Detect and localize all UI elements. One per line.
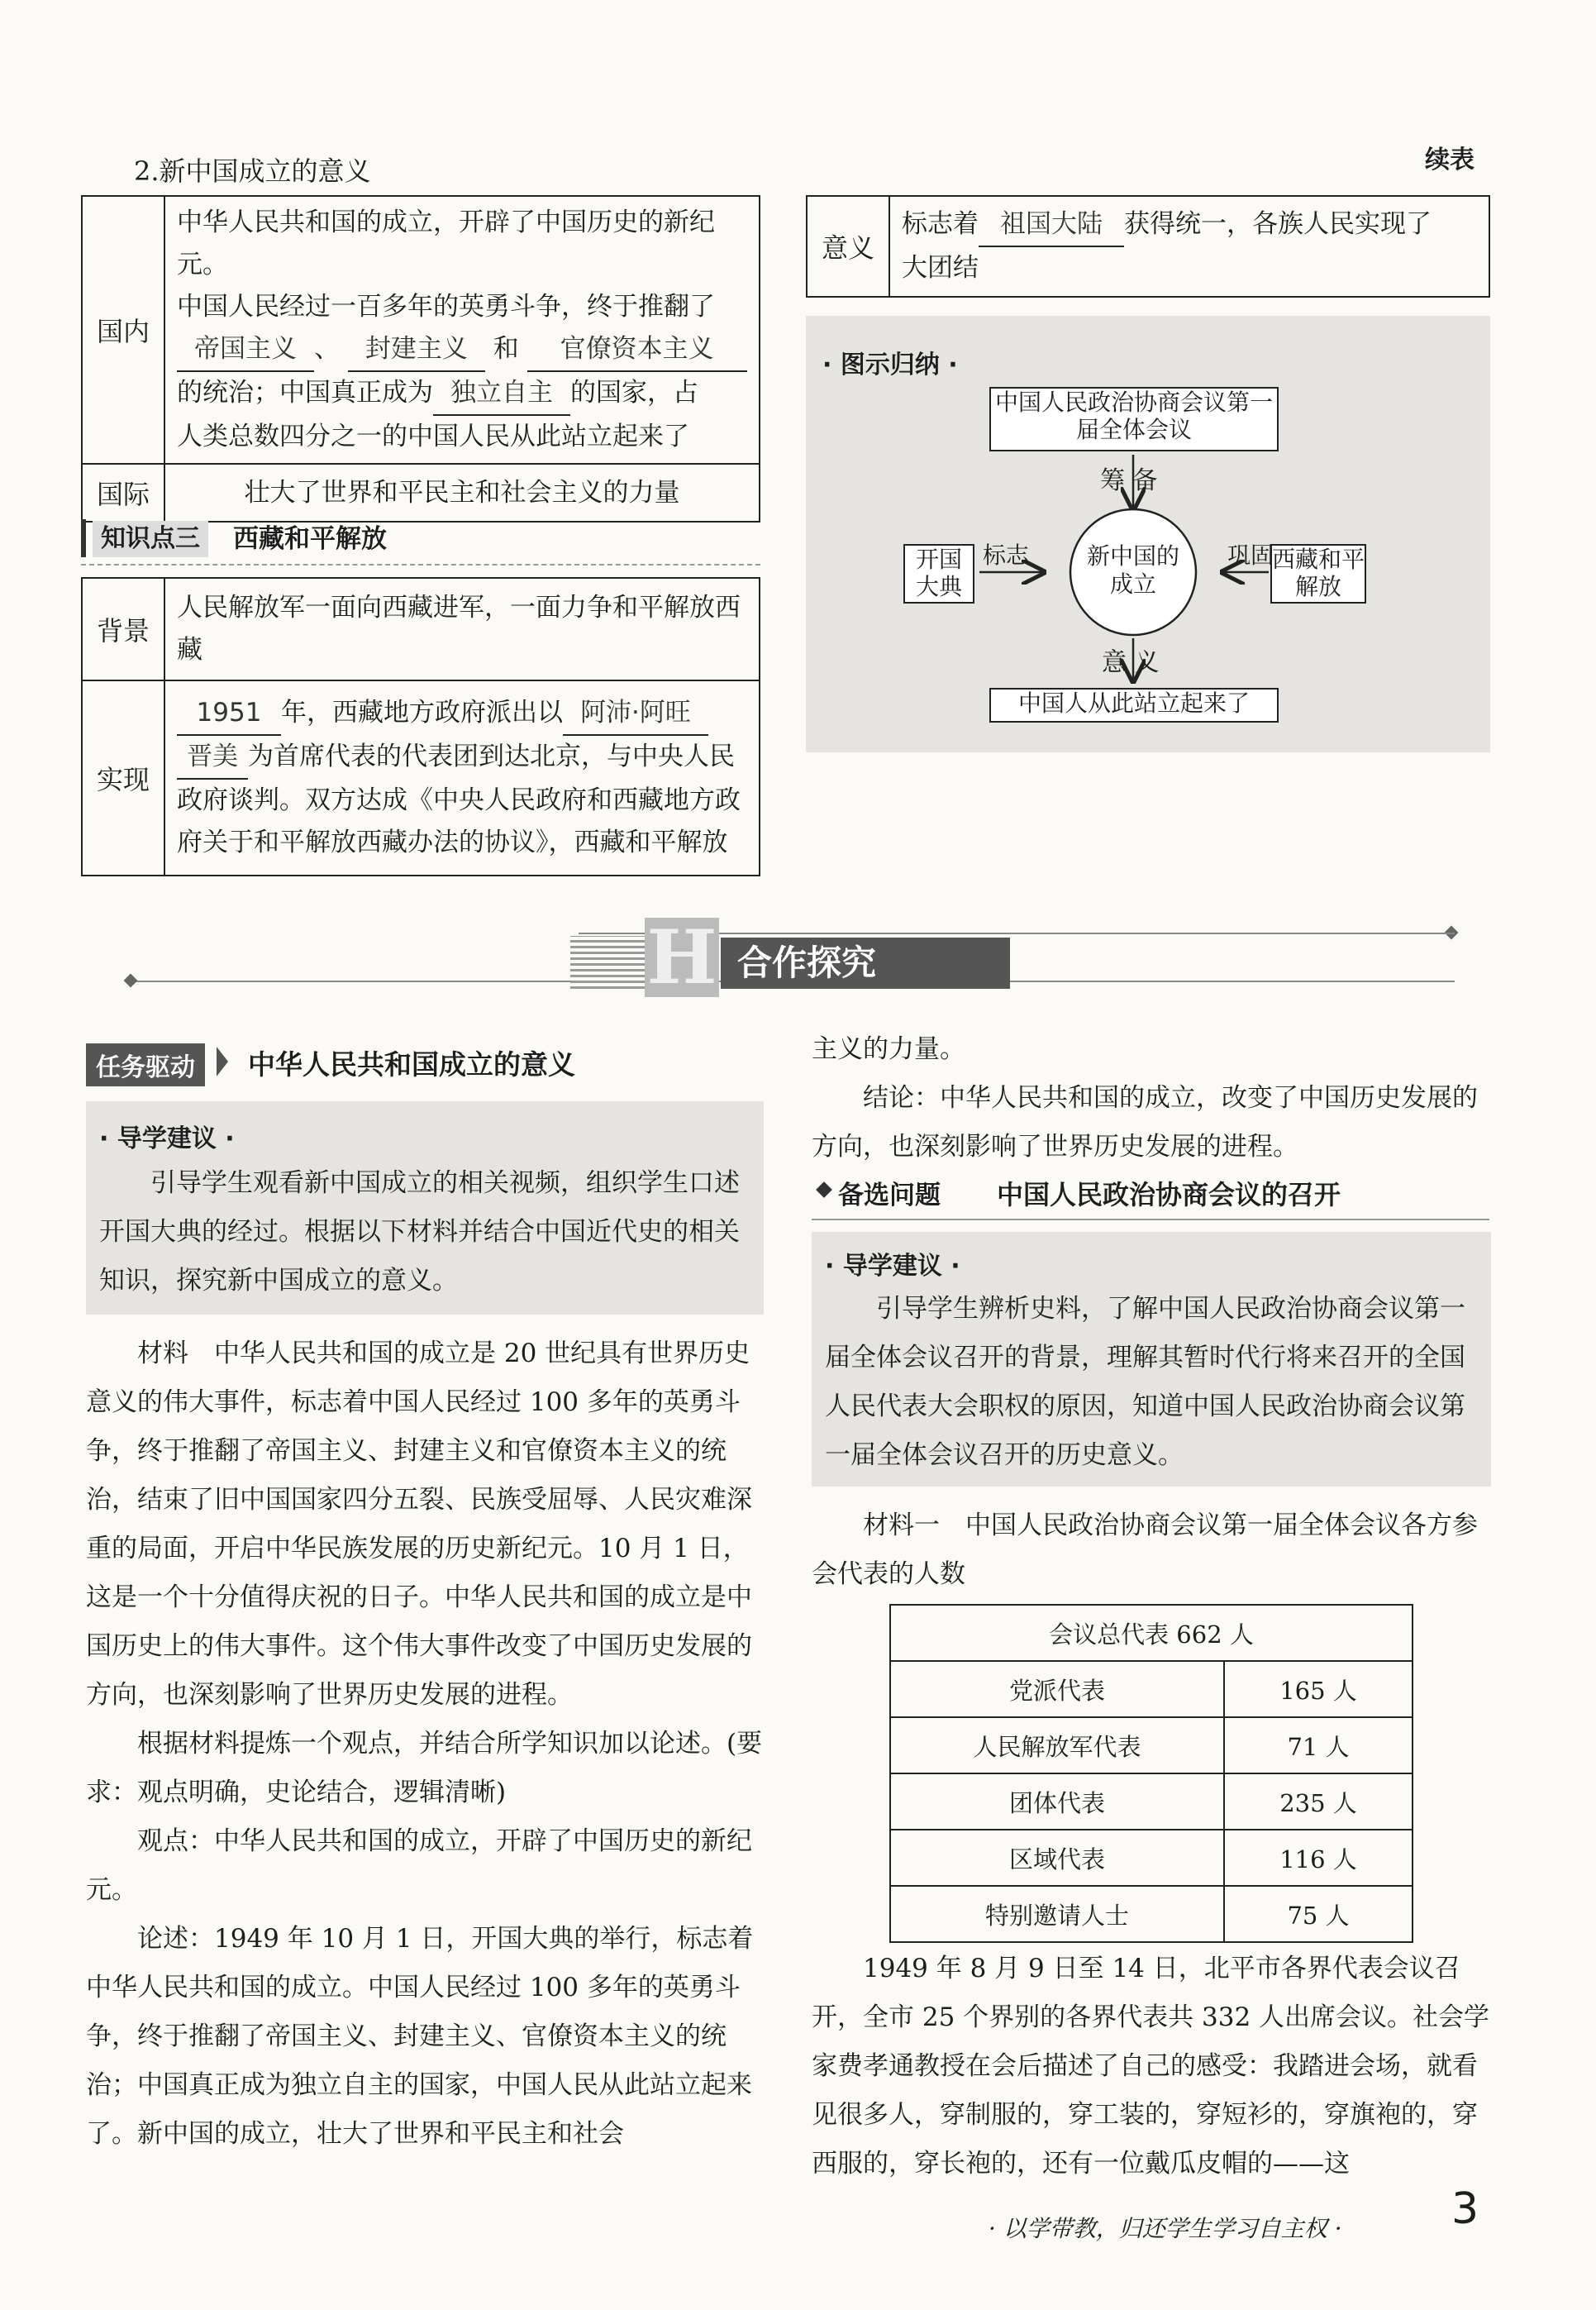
table-row: 特别邀请人士 75 人 bbox=[890, 1886, 1413, 1942]
blank-name2: 晋美 bbox=[177, 736, 248, 780]
task-body bbox=[86, 1329, 764, 2159]
right-conclusion: 结论：中华人民共和国的成立，改变了中国历史发展的方向，也深刻影响了世界历史发展的进程。 bbox=[812, 1083, 1478, 1162]
domestic-label: 国内 bbox=[82, 196, 164, 464]
banner-letter-block: H bbox=[645, 918, 719, 997]
box-stand-up: 中国人从此站立起来了 bbox=[989, 688, 1279, 723]
alt-tag: 备选问题 bbox=[838, 1181, 941, 1210]
blank-imperialism: 帝国主义 bbox=[177, 328, 314, 372]
kp3-tag: 知识点三 bbox=[93, 521, 208, 557]
table-row: 党派代表 165 人 bbox=[890, 1661, 1413, 1717]
alt-title: 中国人民政治协商会议的召开 bbox=[997, 1179, 1341, 1210]
intl-label: 国际 bbox=[82, 464, 164, 522]
continued-label: 续表 bbox=[1425, 146, 1475, 174]
meaning-text: 标志着 祖国大陆 获得统一，各族人民实现了 大团结 bbox=[889, 196, 1489, 297]
section-heading: 2.新中国成立的意义 bbox=[134, 155, 371, 187]
box-tibet: 西藏和平解放 bbox=[1270, 544, 1366, 604]
background-text: 人民解放军一面向西藏进军，一面力争和平解放西藏 bbox=[164, 578, 760, 680]
delegates-table bbox=[889, 1604, 1413, 1943]
blank-feudalism: 封建主义 bbox=[348, 328, 485, 372]
blank-bureaucratic: 官僚资本主义 bbox=[527, 328, 747, 372]
intl-text: 壮大了世界和平民主和社会主义的力量 bbox=[164, 464, 760, 522]
task-tag-arrow bbox=[217, 1047, 228, 1076]
label-meaning: 意 义 bbox=[1102, 648, 1160, 677]
diagram-panel bbox=[806, 316, 1490, 752]
blank-year: 1951 bbox=[177, 692, 281, 736]
page-number: 3 bbox=[1451, 2184, 1479, 2234]
task-guide-title: · 导学建议 · bbox=[99, 1124, 235, 1153]
alt-guide-text: 引导学生辨析史料，了解中国人民政治协商会议第一届全体会议召开的背景，理解其暂时代行将来召开的全国人民代表大会职权的原因，知道中国人民政治协商会议第一届全体会议召开的历史意义。 bbox=[825, 1294, 1465, 1470]
right-body bbox=[812, 1025, 1491, 1172]
task-argument: 论述：1949 年 10 月 1 日，开国大典的举行，标志着中华人民共和国的成立。中国人民经过 100 多年的英勇斗争，终于推翻了帝国主义、封建主义、官僚资本主义的统治；中国真正成为独立自主的国家，中国人民从此站立起来了。新中国的成立，壮大了世界和平民主和社会 bbox=[86, 1924, 754, 2149]
table-row: 区域代表 116 人 bbox=[890, 1830, 1413, 1886]
beiping-paragraph: 1949 年 8 月 9 日至 14 日，北平市各界代表会议召开，全市 25 个界别的各界代表共 332 人出席会议。社会学家费孝通教授在会后描述了自己的感受：我踏进会场，就看见很多人，穿制服的，穿工装的，穿短衫的，穿旗袍的，穿西服的，穿长袍的，还有一位戴瓜皮帽的——这 bbox=[812, 1954, 1490, 2179]
banner-diamond-left bbox=[124, 974, 138, 988]
box-ceremony: 开国大典 bbox=[903, 544, 974, 604]
tibet-table bbox=[81, 577, 760, 876]
blank-mainland: 祖国大陆 bbox=[979, 203, 1124, 247]
implementation-text: 1951 年，西藏地方政府派出以 阿沛·阿旺 晋美 为首席代表的代表团到达北京，与中央人民政府谈判。双方达成《中央人民政府和西藏地方政府关于和平解放西藏办法的协议》，西藏和平解放 bbox=[164, 680, 760, 876]
footer-slogan: · 以学带教，归还学生学习自主权 · bbox=[989, 2215, 1342, 2242]
section-title: 合作探究 bbox=[721, 938, 1010, 989]
task-viewpoint: 观点：中华人民共和国的成立，开辟了中国历史的新纪元。 bbox=[86, 1826, 752, 1905]
domestic-text: 中华人民共和国的成立，开辟了中国历史的新纪元。 中国人民经过一百多年的英勇斗争，终于推翻了 帝国主义 、 封建主义 和 官僚资本主义 的统治；中国真正成为 独立自主 的国家，占 人类总数四分之一的中国人民从此站立起来了 bbox=[164, 196, 760, 464]
alt-diamond bbox=[816, 1181, 832, 1198]
task-tag: 任务驱动 bbox=[86, 1043, 205, 1086]
background-label: 背景 bbox=[82, 578, 164, 680]
kp3-bar bbox=[81, 519, 86, 557]
blank-independent: 独立自主 bbox=[433, 372, 570, 416]
meaning-label: 意义 bbox=[807, 196, 889, 297]
task-question: 根据材料提炼一个观点，并结合所学知识加以论述。(要求：观点明确，史论结合，逻辑清晰) bbox=[86, 1729, 763, 1807]
continued-table bbox=[806, 195, 1490, 298]
kp3-title: 西藏和平解放 bbox=[233, 524, 387, 554]
box-cppcc: 中国人民政治协商会议第一届全体会议 bbox=[989, 387, 1279, 451]
diagram-arrows bbox=[806, 316, 1490, 752]
right-continuation: 主义的力量。 bbox=[812, 1034, 965, 1064]
alt-guide-box bbox=[812, 1232, 1491, 1487]
label-consolidate: 巩固 bbox=[1227, 542, 1274, 569]
material1: 材料一 中国人民政治协商会议第一届全体会议各方参会代表的人数 bbox=[812, 1511, 1478, 1589]
banner-stripes bbox=[570, 936, 645, 989]
label-mark: 标志 bbox=[983, 542, 1030, 569]
kp3-divider bbox=[81, 564, 760, 566]
label-prepare: 筹 备 bbox=[1100, 466, 1158, 495]
task-material: 材料 中华人民共和国的成立是 20 世纪具有世界历史意义的伟大事件，标志着中国人民经过 100 多年的英勇斗争，终于推翻了帝国主义、封建主义和官僚资本主义的统治，结束了旧中国国家四分五裂、民族受屈辱、人民灾难深重的局面，开启中华民族发展的历史新纪元。10 月 1 日，这是一个十分值得庆祝的日子。中华人民共和国的成立是中国历史上的伟大事件。这个伟大事件改变了中国历史发展的方向，也深刻影响了世界历史发展的进程。 bbox=[86, 1339, 752, 1710]
alt-divider bbox=[812, 1219, 1489, 1220]
center-text: 新中国的成立 bbox=[1086, 542, 1179, 598]
significance-table bbox=[81, 195, 760, 523]
alt-guide-title: · 导学建议 · bbox=[825, 1252, 960, 1281]
table-row: 人民解放军代表 71 人 bbox=[890, 1717, 1413, 1773]
blank-name1: 阿沛·阿旺 bbox=[563, 692, 708, 736]
task-title: 中华人民共和国成立的意义 bbox=[248, 1048, 575, 1081]
diagram-title: · 图示归纳 · bbox=[822, 351, 958, 379]
table-row: 团体代表 235 人 bbox=[890, 1773, 1413, 1830]
task-guide-box bbox=[86, 1101, 764, 1315]
delegates-table-header: 会议总代表 662 人 bbox=[890, 1605, 1413, 1661]
task-guide-text: 引导学生观看新中国成立的相关视频，组织学生口述开国大典的经过。根据以下材料并结合中国近代史的相关知识，探究新中国成立的意义。 bbox=[99, 1168, 740, 1296]
implementation-label: 实现 bbox=[82, 680, 164, 876]
